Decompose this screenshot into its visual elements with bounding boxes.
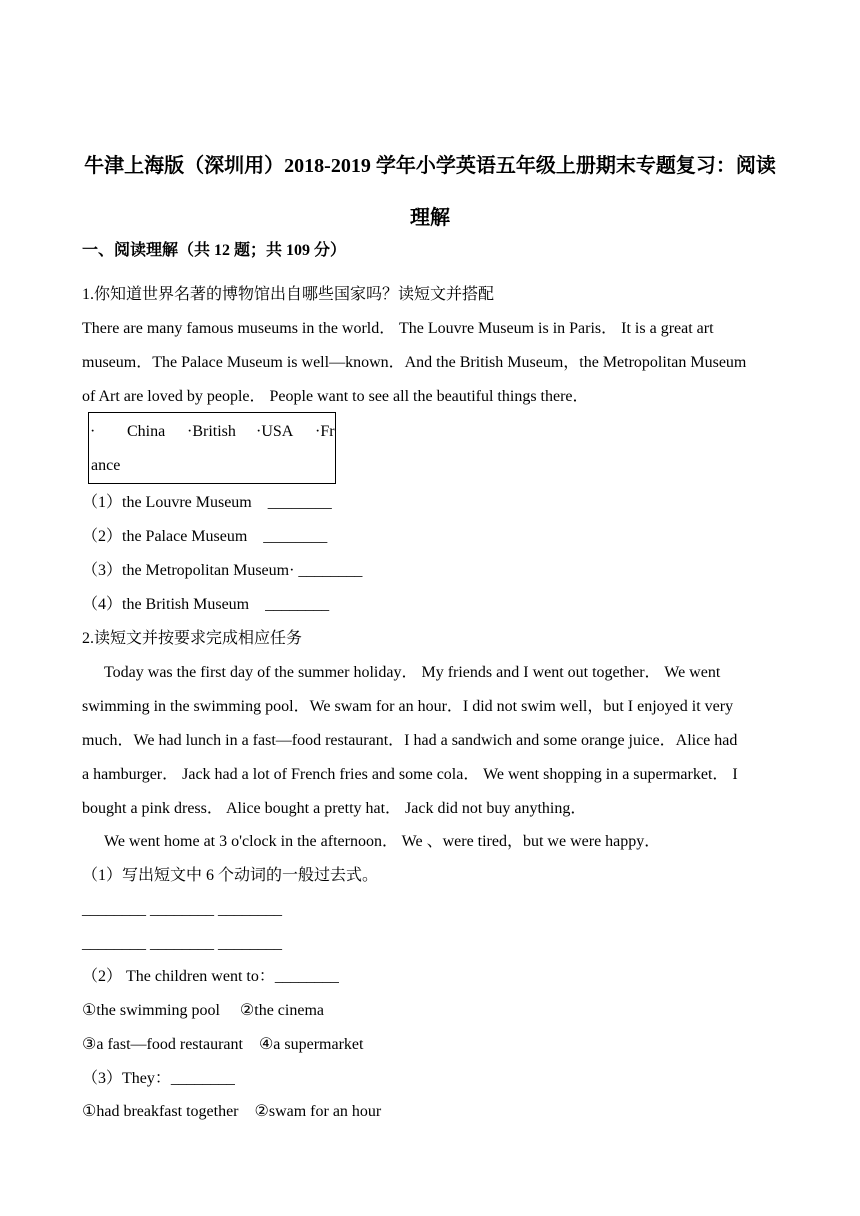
word-bank-wrap: ance [91, 457, 121, 474]
q1-item: （1）the Louvre Museum ________ [82, 494, 332, 511]
q2-sub2: （2） The children went to：________ [82, 968, 339, 985]
title-line-2: 理解 [410, 207, 450, 229]
q1-prompt: 1.你知道世界名著的博物馆出自哪些国家吗？读短文并搭配 [82, 286, 495, 303]
q2-sub2-options: ③a fast—food restaurant ④a supermarket [82, 1036, 364, 1053]
q2-sub2-options: ①the swimming pool ②the cinema [82, 1002, 324, 1019]
q1-item: （2）the Palace Museum ________ [82, 528, 328, 545]
q2-prompt: 2.读短文并按要求完成相应任务 [82, 630, 303, 647]
q2-sub3: （3）They：________ [82, 1070, 235, 1087]
section-heading: 一、阅读理解（共 12 题；共 109 分） [82, 242, 347, 259]
word-bank-option: · [90, 423, 96, 440]
answer-blanks: ________ ________ ________ [82, 935, 282, 952]
q1-passage-line: museum．The Palace Museum is well—known．And the British Museum，the Metropolitan Museum [82, 354, 747, 371]
word-bank-option: China [127, 423, 166, 440]
q2-passage-line: much．We had lunch in a fast—food restaurant．I had a sandwich and some orange juice．Alice had [82, 732, 738, 749]
word-bank-option: ·Fr [315, 423, 335, 440]
q2-passage-line: We went home at 3 o'clock in the afternoon． We 、were tired，but we were happy． [104, 833, 661, 850]
q2-passage-line: bought a pink dress． Alice bought a pretty hat． Jack did not buy anything． [82, 800, 587, 817]
q2-passage-line: swimming in the swimming pool．We swam for an hour．I did not swim well，but I enjoyed it very [82, 698, 734, 715]
q1-passage-line: of Art are loved by people． People want to see all the beautiful things there． [82, 388, 589, 405]
q1-passage-line: There are many famous museums in the world． The Louvre Museum is in Paris． It is a great art [82, 320, 714, 337]
word-bank-option: ·USA [256, 423, 294, 440]
q2-passage-line: Today was the first day of the summer holiday． My friends and I went out together． We went [104, 664, 721, 681]
answer-blanks: ________ ________ ________ [82, 901, 282, 918]
q1-item: （3）the Metropolitan Museum· ________ [82, 562, 363, 579]
q2-sub3-options: ①had breakfast together ②swam for an hour [82, 1103, 382, 1120]
title-line-1: 牛津上海版（深圳用）2018-2019 学年小学英语五年级上册期末专题复习：阅读 [84, 155, 776, 177]
word-bank-option: ·British [187, 423, 236, 440]
q2-sub1: （1）写出短文中 6 个动词的一般过去式。 [82, 867, 379, 884]
q2-passage-line: a hamburger． Jack had a lot of French fries and some cola． We went shopping in a supermarket． I [82, 766, 738, 783]
word-bank-box [88, 412, 336, 484]
q1-item: （4）the British Museum ________ [82, 596, 330, 613]
page-title [60, 140, 800, 244]
